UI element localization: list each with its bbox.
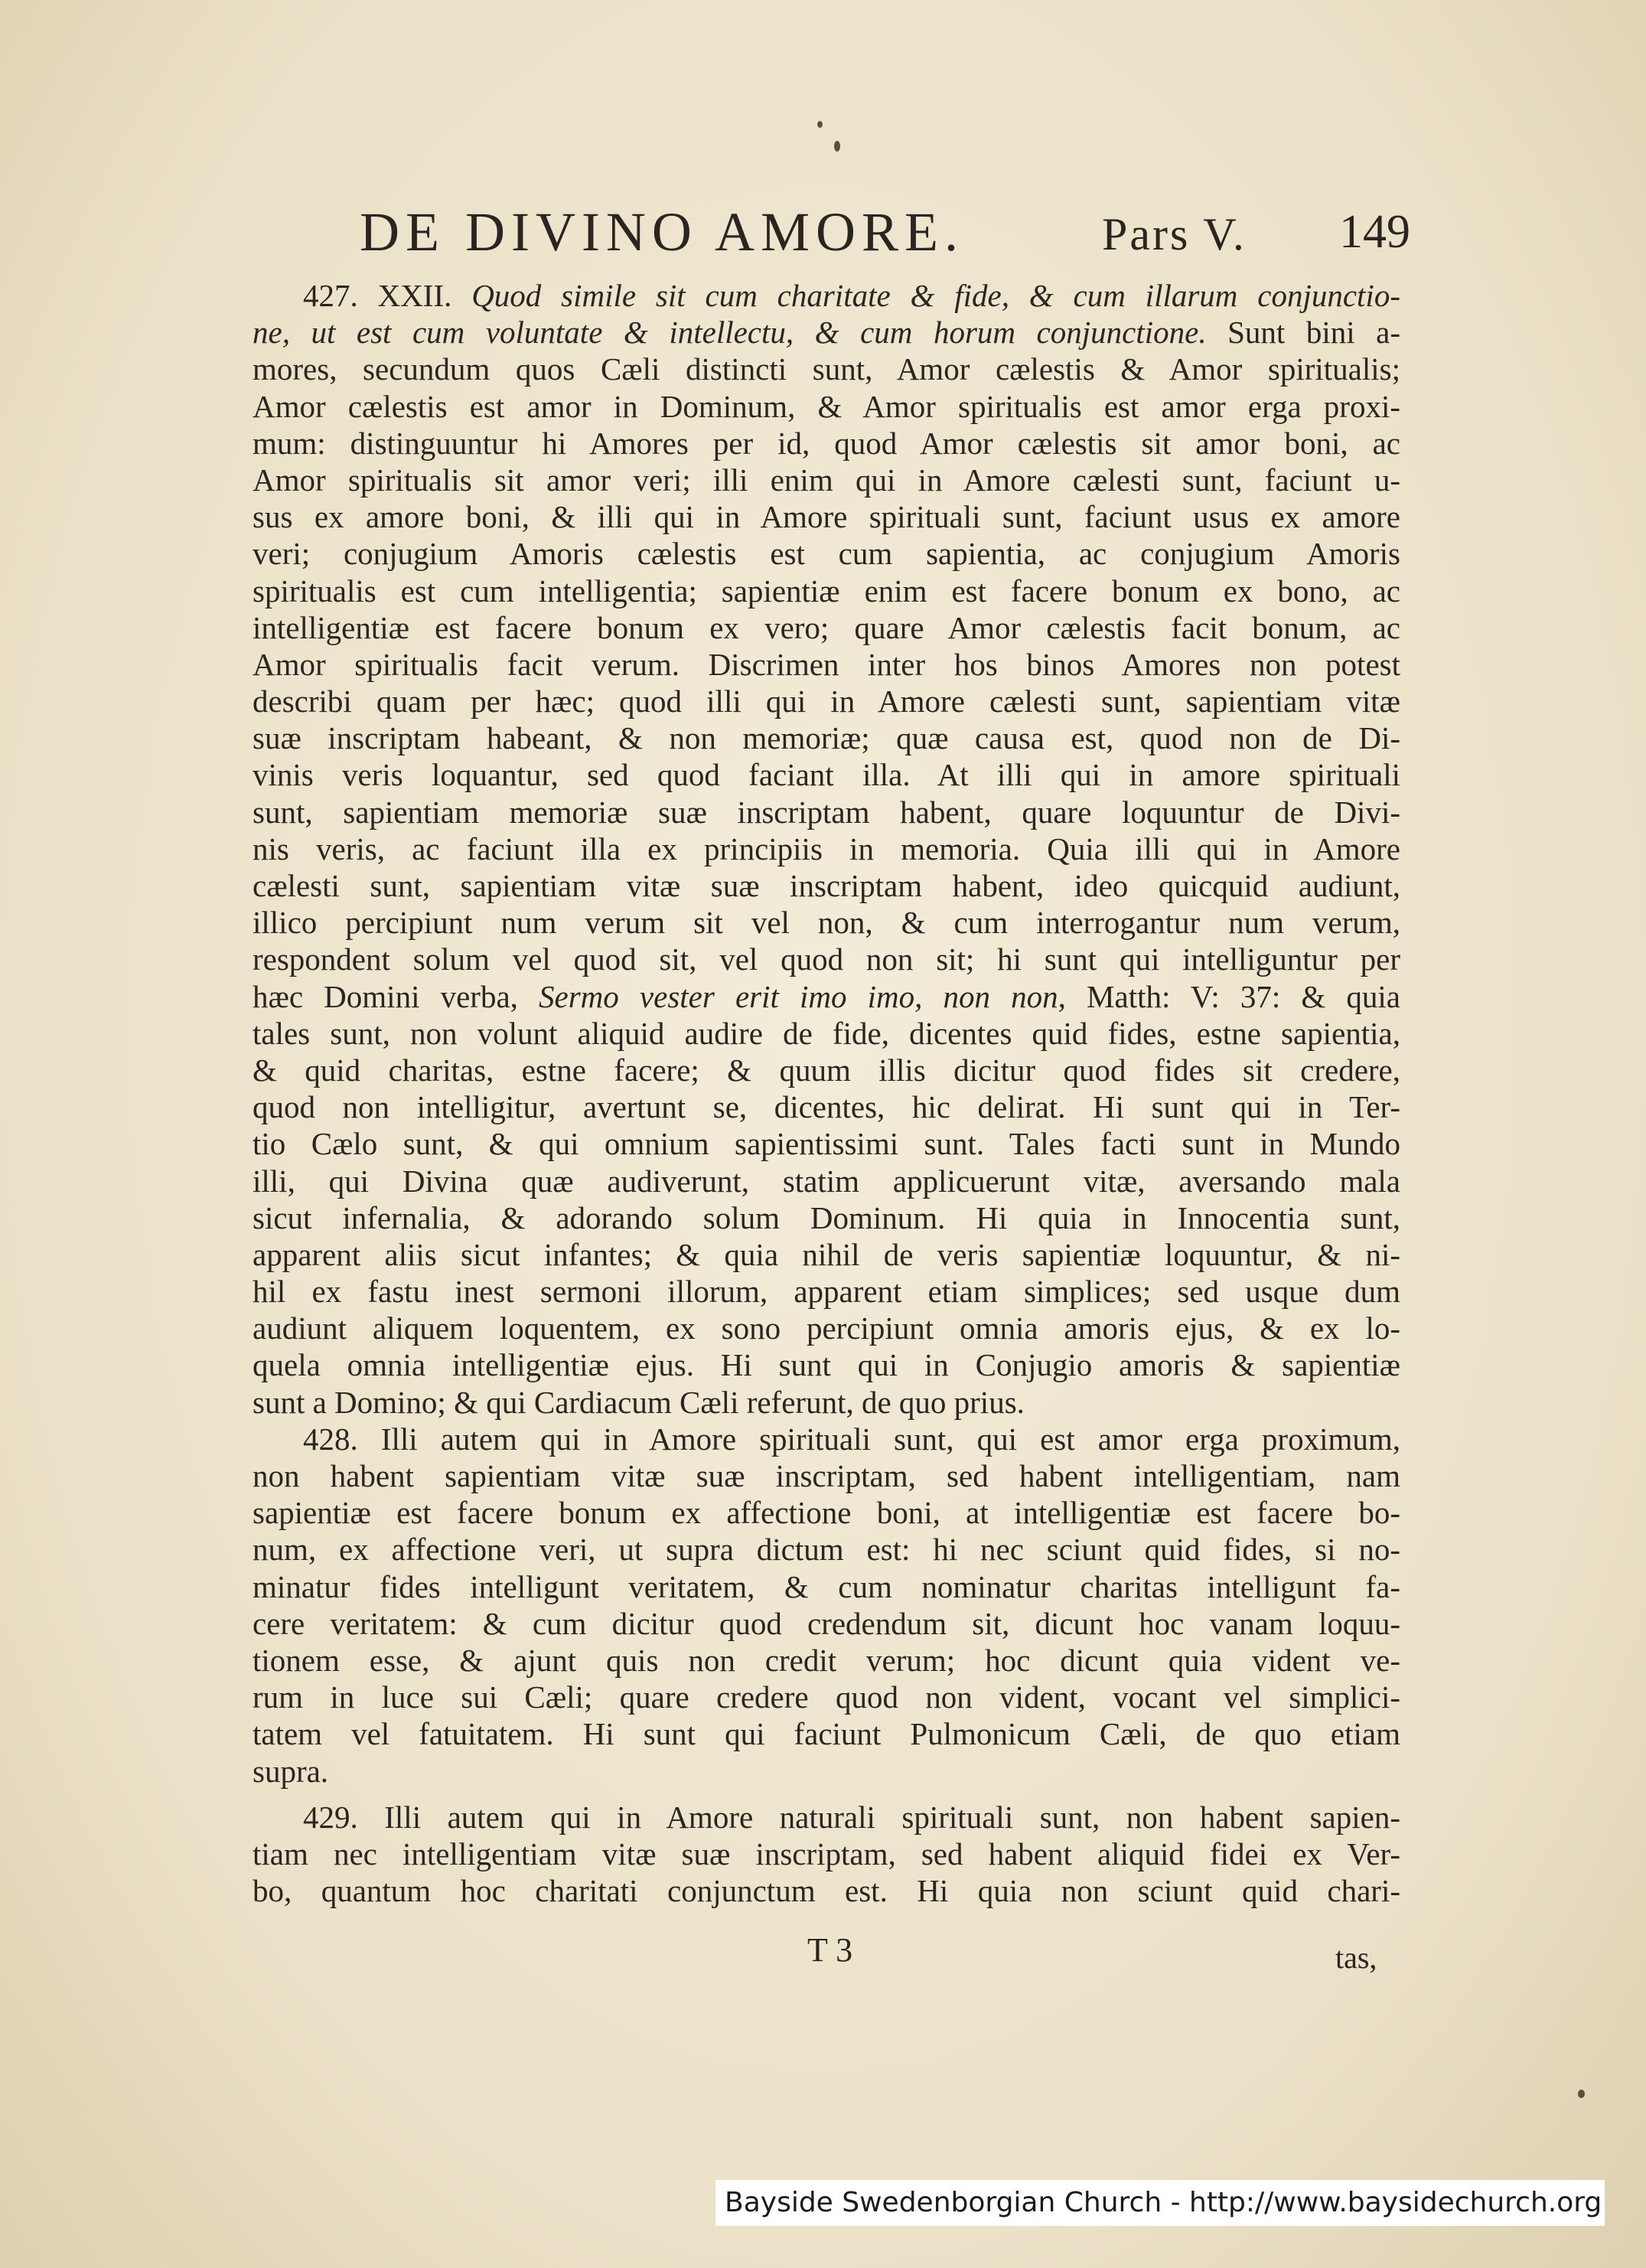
text-segment: quod non intelligitur, avertunt se, dicentes, hic delirat. Hi sunt qui in Ter-	[253, 1089, 1400, 1125]
text-segment: rum in luce sui Cæli; quare credere quod non vident, vocant vel simplici-	[253, 1679, 1400, 1715]
text-line	[253, 1642, 1400, 1679]
text-line	[253, 1310, 1400, 1346]
text-line	[253, 867, 1400, 904]
text-line	[253, 978, 1400, 1015]
text-line	[253, 1715, 1400, 1752]
text-line	[253, 1605, 1400, 1642]
text-line	[253, 941, 1400, 977]
text-segment: Matth: V: 37: & quia	[1065, 978, 1400, 1014]
text-line	[253, 1236, 1400, 1273]
ink-speck	[834, 141, 840, 152]
text-segment: tio Cælo sunt, & qui omnium sapientissimi sunt. Tales facti sunt in Mundo	[253, 1126, 1400, 1162]
text-line	[253, 573, 1400, 609]
text-segment: illico percipiunt num verum sit vel non, & cum interrogantur num verum,	[253, 905, 1400, 941]
text-line	[253, 683, 1400, 720]
text-line	[253, 1872, 1400, 1909]
text-line	[253, 1494, 1400, 1531]
text-segment: sunt a Domino; & qui Cardiacum Cæli referunt, de quo prius.	[253, 1384, 1025, 1420]
catchword: tas,	[1335, 1940, 1377, 1975]
text-segment: 429. Illi autem qui in Amore naturali spirituali sunt, non habent sapien-	[303, 1799, 1400, 1835]
text-line	[253, 314, 1400, 351]
text-segment: sus ex amore boni, & illi qui in Amore spirituali sunt, faciunt usus ex amore	[253, 499, 1400, 535]
text-line	[253, 904, 1400, 941]
text-line	[253, 1421, 1400, 1457]
text-line	[253, 1052, 1400, 1088]
running-head	[360, 201, 1408, 262]
footer-credit: Bayside Swedenborgian Church - http://www.baysidechurch.org	[715, 2180, 1605, 2226]
text-line	[253, 1457, 1400, 1494]
text-segment: minatur fides intelligunt veritatem, & cum nominatur charitas intelligunt fa-	[253, 1568, 1400, 1604]
text-line	[253, 277, 1400, 314]
text-segment: sapientiæ est facere bonum ex affectione boni, at intelligentiæ est facere bo-	[253, 1495, 1400, 1531]
text-line	[253, 1346, 1400, 1383]
text-segment: Amor cælestis est amor in Dominum, & Amor spiritualis est amor erga proxi-	[253, 388, 1400, 424]
text-segment: bo, quantum hoc charitati conjunctum est. Hi quia non sciunt quid chari-	[253, 1873, 1400, 1909]
text-line	[253, 1384, 1400, 1421]
text-segment: supra.	[253, 1753, 329, 1789]
text-line	[253, 1125, 1400, 1162]
body-text	[253, 277, 1400, 1909]
text-segment: describi quam per hæc; quod illi qui in Amore cælesti sunt, sapientiam vitæ	[253, 684, 1400, 720]
text-segment: respondent solum vel quod sit, vel quod non sit; hi sunt qui intelliguntur per	[253, 941, 1400, 977]
text-segment: mores, secundum quos Cæli distincti sunt, Amor cælestis & Amor spiritualis;	[253, 351, 1400, 387]
text-segment: hæc Domini verba,	[253, 978, 539, 1014]
text-segment: nis veris, ac faciunt illa ex principiis in memoria. Quia illi qui in Amore	[253, 831, 1400, 866]
text-line	[253, 351, 1400, 387]
text-segment: intelligentiæ est facere bonum ex vero; quare Amor cælestis facit bonum, ac	[253, 609, 1400, 645]
text-line	[253, 535, 1400, 572]
text-line	[253, 462, 1400, 498]
ink-speck	[817, 121, 823, 128]
text-segment: suæ inscriptam habeant, & non memoriæ; quæ causa est, quod non de Di-	[253, 720, 1400, 756]
text-line	[253, 1836, 1400, 1872]
text-line	[253, 1799, 1400, 1836]
text-line	[253, 1088, 1400, 1125]
text-line	[253, 1568, 1400, 1605]
text-segment: Amor spiritualis sit amor veri; illi enim qui in Amore cælesti sunt, faciunt u-	[253, 462, 1400, 498]
text-line	[253, 498, 1400, 535]
text-line	[253, 609, 1400, 646]
text-segment: 428. Illi autem qui in Amore spirituali sunt, qui est amor erga proximum,	[303, 1421, 1400, 1457]
text-segment: sicut infernalia, & adorando solum Dominum. Hi quia in Innocentia sunt,	[253, 1199, 1400, 1235]
text-line	[253, 388, 1400, 425]
text-segment: Sunt bini a-	[1206, 315, 1400, 351]
italic-segment: Sermo vester erit imo imo, non non,	[539, 978, 1066, 1014]
text-segment: quela omnia intelligentiæ ejus. Hi sunt qui in Conjugio amoris & sapientiæ	[253, 1347, 1400, 1383]
text-segment: audiunt aliquem loquentem, ex sono percipiunt omnia amoris ejus, & ex lo-	[253, 1310, 1400, 1346]
text-segment: veri; conjugium Amoris cælestis est cum sapientia, ac conjugium Amoris	[253, 536, 1400, 572]
text-line	[253, 794, 1400, 831]
text-segment: sunt, sapientiam memoriæ suæ inscriptam habent, quare loquuntur de Divi-	[253, 794, 1400, 830]
page-number: 149	[1339, 206, 1410, 258]
text-segment: vinis veris loquantur, sed quod faciant illa. At illi qui in amore spirituali	[253, 757, 1400, 793]
signature-mark: T 3	[807, 1931, 853, 1969]
ink-speck	[1578, 2090, 1585, 2098]
text-segment: spiritualis est cum intelligentia; sapientiæ enim est facere bonum ex bono, ac	[253, 573, 1400, 609]
text-line	[253, 720, 1400, 756]
text-line	[253, 1679, 1400, 1715]
text-segment: cere veritatem: & cum dicitur quod credendum sit, dicunt hoc vanam loquu-	[253, 1605, 1400, 1641]
text-line	[253, 425, 1400, 462]
text-line	[253, 646, 1400, 683]
text-segment: tales sunt, non volunt aliquid audire de fide, dicentes quid fides, estne sapientia,	[253, 1015, 1400, 1051]
text-line	[253, 1199, 1400, 1236]
italic-segment: ne, ut est cum voluntate & intellectu, & cum horum conjunctione.	[253, 315, 1207, 351]
text-segment: Amor spiritualis facit verum. Discrimen inter hos binos Amores non potest	[253, 646, 1400, 682]
text-segment: tionem esse, & ajunt quis non credit verum; hoc dicunt quia vident ve-	[253, 1642, 1400, 1678]
text-line	[253, 831, 1400, 867]
text-segment: cælesti sunt, sapientiam vitæ suæ inscriptam habent, ideo quicquid audiunt,	[253, 868, 1400, 903]
text-segment: hil ex fastu inest sermoni illorum, apparent etiam simplices; sed usque dum	[253, 1274, 1400, 1310]
text-segment: apparent aliis sicut infantes; & quia nihil de veris sapientiæ loquuntur, & ni-	[253, 1236, 1400, 1272]
text-line	[253, 1163, 1400, 1199]
text-segment: illi, qui Divina quæ audiverunt, statim applicuerunt vitæ, aversando mala	[253, 1163, 1400, 1199]
text-line	[253, 756, 1400, 793]
text-line	[253, 1273, 1400, 1310]
italic-segment: Quod simile sit cum charitate & fide, & cum illarum conjunctio-	[471, 278, 1400, 313]
text-segment: num, ex affectione veri, ut supra dictum est: hi nec sciunt quid fides, si no-	[253, 1532, 1400, 1568]
text-segment: 427. XXII.	[303, 278, 472, 313]
running-head-title: DE DIVINO AMORE.	[360, 201, 964, 263]
text-line	[253, 1015, 1400, 1052]
text-segment: non habent sapientiam vitæ suæ inscriptam, sed habent intelligentiam, nam	[253, 1458, 1400, 1493]
text-segment: & quid charitas, estne facere; & quum illis dicitur quod fides sit credere,	[253, 1052, 1400, 1088]
text-segment: tiam nec intelligentiam vitæ suæ inscriptam, sed habent aliquid fidei ex Ver-	[253, 1836, 1400, 1872]
running-head-part: Pars V.	[1102, 209, 1247, 259]
text-line	[253, 1753, 1400, 1790]
text-segment: mum: distinguuntur hi Amores per id, quod Amor cælestis sit amor boni, ac	[253, 425, 1400, 461]
text-line	[253, 1531, 1400, 1568]
text-segment: tatem vel fatuitatem. Hi sunt qui faciunt Pulmonicum Cæli, de quo etiam	[253, 1716, 1400, 1752]
